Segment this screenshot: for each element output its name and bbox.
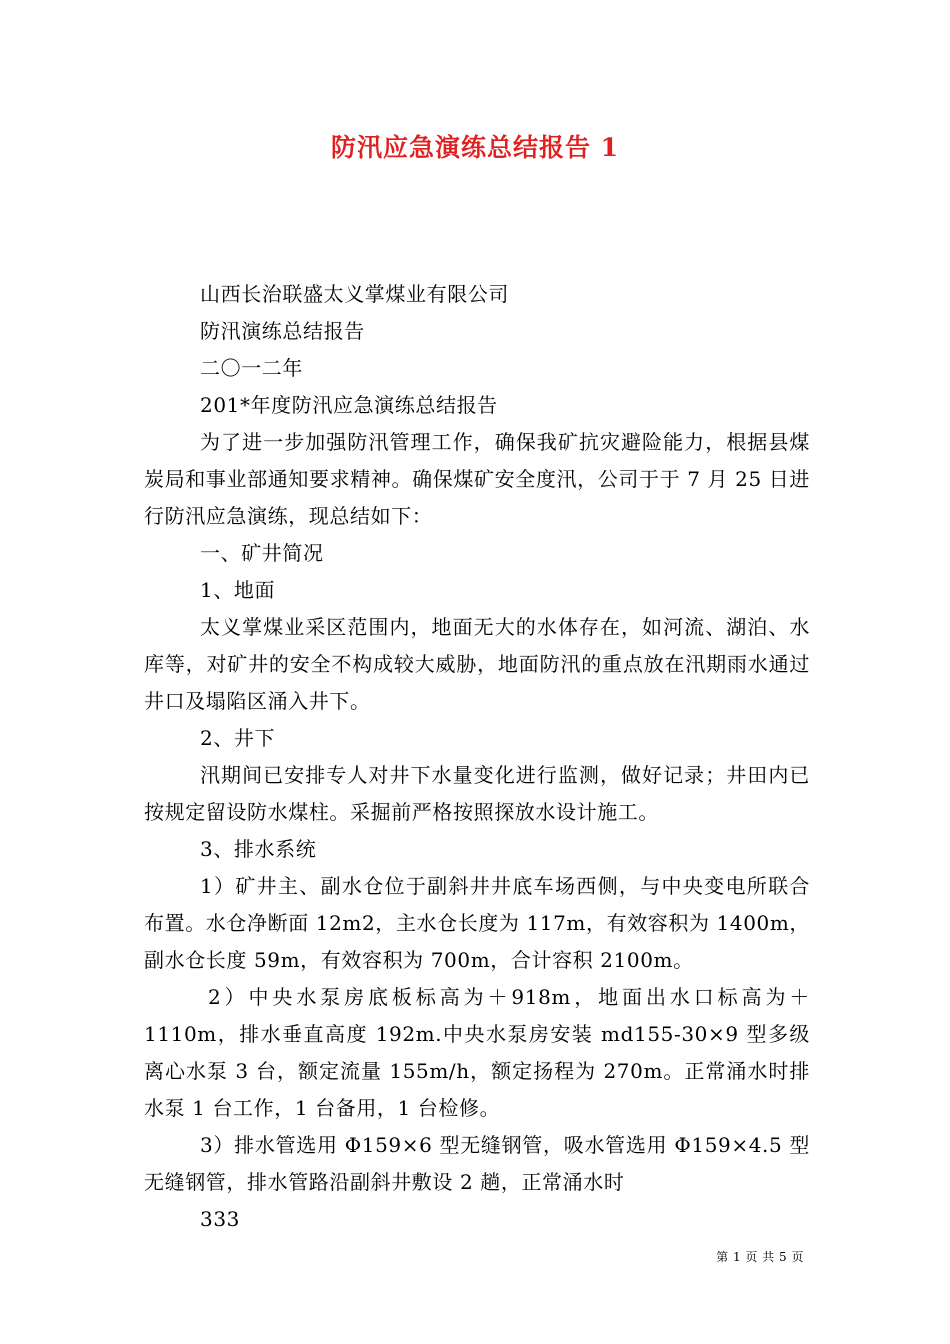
document-body [144,276,810,1238]
intro-paragraph: 为了进一步加强防汛管理工作，确保我矿抗灾避险能力，根据县煤炭局和事业部通知要求精神。确保煤矿安全度汛，公司于于 7 月 25 日进行防汛应急演练，现总结如下： [144,430,810,528]
document-title: 防汛应急演练总结报告 1 [330,133,620,162]
company-name: 山西长治联盛太义掌煤业有限公司 [200,282,509,306]
body-paragraph: 2）中央水泵房底板标高为＋918m，地面出水口标高为＋1110m，排水垂直高度 192m.中央水泵房安装 md155-30×9 型多级离心水泵 3 台，额定流量 155m/h，额定扬程为 270m。正常涌水时排水泵 1 台工作，1 台备用，1 台检修。 [144,985,810,1120]
report-name: 防汛演练总结报告 [200,319,365,343]
subsection-heading: 1、地面 [200,578,276,602]
page-footer: 第 1 页 共 5 页 [716,1250,804,1264]
body-paragraph: 太义掌煤业采区范围内，地面无大的水体存在，如河流、湖泊、水库等，对矿井的安全不构成较大威胁，地面防汛的重点放在汛期雨水通过井口及塌陷区涌入井下。 [144,615,810,713]
section-heading: 一、矿井简况 [200,541,324,565]
subsection-heading: 2、井下 [200,726,276,750]
body-paragraph: 1）矿井主、副水仓位于副斜井井底车场西侧，与中央变电所联合布置。水仓净断面 12m2，主水仓长度为 117m，有效容积为 1400m，副水仓长度 59m，有效容积为 700m，合计容积 2100m。 [144,874,811,972]
body-paragraph: 汛期间已安排专人对井下水量变化进行监测，做好记录；井田内已按规定留设防水煤柱。采掘前严格按照探放水设计施工。 [144,763,810,824]
report-year: 二〇一二年 [200,356,303,380]
report-heading: 201*年度防汛应急演练总结报告 [200,393,498,417]
page-fragment-number: 333 [200,1207,240,1231]
body-paragraph: 3）排水管选用 Φ159×6 型无缝钢管，吸水管选用 Φ159×4.5 型无缝钢管，排水管路沿副斜井敷设 2 趟，正常涌水时 [144,1133,810,1194]
subsection-heading: 3、排水系统 [200,837,317,861]
